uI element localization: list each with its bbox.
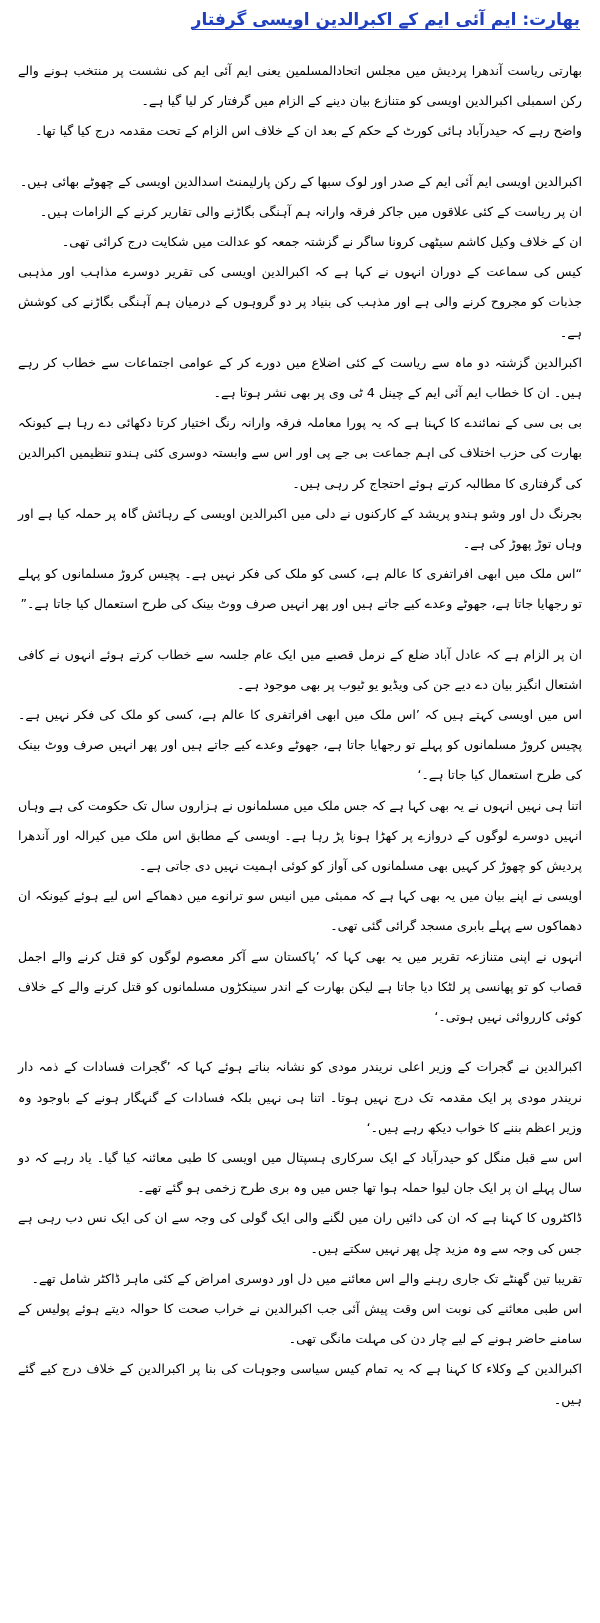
paragraph: ان کے خلاف وکیل کاشم سیٹھی کرونا ساگر نے گزشتہ جمعہ کو عدالت میں شکایت درج کرائی تھی۔ <box>61 234 582 250</box>
paragraph: واضح رہے کہ حیدرآباد ہائی کورٹ کے حکم کے بعد ان کے خلاف اس الزام کے تحت مقدمہ درج کیا گیا تھا۔ <box>35 123 582 139</box>
paragraph-gap <box>18 1032 582 1052</box>
article-body <box>18 56 582 1415</box>
paragraph: کیس کی سماعت کے دوران انہوں نے کہا ہے کہ اکبرالدین اویسی کی تقریر دوسرے مذاہب اور مذہبی جذبات کو مجروح کرنے والی ہے اور مذہب کی بنیاد پر دو گروہوں کے درمیان ہم آہنگی بگاڑنے کی کوشش ہے۔ <box>18 264 582 340</box>
paragraph: بی بی سی کے نمائندے کا کہنا ہے کہ یہ پورا معاملہ فرقہ وارانہ رنگ اختیار کرتا دکھائی دے رہا ہے کیونکہ بھارت کی حزب اختلاف کی اہم جماعت بی جے پی اور اس سے وابستہ دوسری کئی ہندو تنظیمیں اکبرالدین کی گرفتاری کا مطالبہ کرتے ہوئے احتجاج کر رہی ہیں۔ <box>18 415 582 491</box>
paragraph: ان پر ریاست کے کئی علاقوں میں جاکر فرقہ وارانہ ہم آہنگی بگاڑنے والی تقاریر کرنے کے الزامات ہیں۔ <box>39 203 582 219</box>
paragraph: اس میں اویسی کہتے ہیں کہ ’اس ملک میں ابھی افراتفری کا عالم ہے، کسی کو ملک کی فکر نہیں ہے۔ پچیس کروڑ مسلمانوں کو پہلے تو رجھایا جاتا ہے، جھوٹے وعدے کیے جاتے ہیں اور پھر انہیں صرف ووٹ بینک کی طرح استعمال کیا جاتا ہے۔‘ <box>18 707 582 783</box>
paragraph-gap <box>18 620 582 640</box>
paragraph: اکبرالدین اویسی ایم آئی ایم کے صدر اور لوک سبھا کے رکن پارلیمنٹ اسدالدین اویسی کے چھوٹے بھائی ہیں۔ <box>19 173 582 189</box>
paragraph: اتنا ہی نہیں انہوں نے یہ بھی کہا ہے کہ جس ملک میں مسلمانوں نے ہزاروں سال تک حکومت کی ہے وہاں انہیں دوسرے لوگوں کے دروازے پر کھڑا ہونا پڑ رہا ہے۔ اویسی کے مطابق اس ملک میں کیرالہ اور آندھرا پردیش کو چھوڑ کر کہیں بھی مسلمانوں کی آواز کو کوئی اہمیت نہیں دی جاتی ہے۔ <box>18 797 582 874</box>
paragraph: اس طبی معائنے کی نوبت اس وقت پیش آئی جب اکبرالدین نے خراب صحت کا حوالہ دیتے ہوئے پولیس کے سامنے حاضر ہونے کے لیے چار دن کی مہلت مانگی تھی۔ <box>18 1300 582 1347</box>
paragraph: اس سے قبل منگل کو حیدرآباد کے ایک سرکاری ہسپتال میں اویسی کا طبی معائنہ کیا گیا۔ یاد رہے کہ دو سال پہلے ان پر ایک جان لیوا حملہ ہوا تھا جس میں وہ بری طرح زخمی ہو گئے تھے۔ <box>18 1149 582 1196</box>
paragraph: بجرنگ دل اور وشو ہندو پریشد کے کارکنوں نے دلی میں اکبرالدین اویسی کے رہائش گاہ پر حملہ کیا ہے اور وہاں توڑ پھوڑ کی ہے۔ <box>18 505 582 552</box>
paragraph: ان پر الزام ہے کہ عادل آباد ضلع کے نرمل قصبے میں ایک عام جلسہ سے خطاب کرتے ہوئے انہوں نے کافی اشتعال انگیز بیان دے دیے جن کی ویڈیو یو ٹیوب پر بھی موجود ہے۔ <box>18 646 582 692</box>
paragraph: انہوں نے اپنی متنازعہ تقریر میں یہ بھی کہا کہ ’پاکستان سے آکر معصوم لوگوں کو قتل کرنے والے اجمل قصاب کو تو پھانسی پر لٹکا دیا جاتا ہے لیکن بھارت کے اندر سینکڑوں مسلمانوں کو قتل کرنے والے کے خلاف کوئی کارروائی نہیں ہوتی۔‘ <box>18 948 582 1025</box>
paragraph: اکبرالدین نے گجرات کے وزیر اعلی نریندر مودی کو نشانہ بناتے ہوئے کہا کہ ’گجرات فسادات کے ذمہ دار نریندر مودی پر ایک مقدمہ تک درج نہیں ہوتا۔ اتنا ہی نہیں بلکہ فسادات کے گنہگار ہونے کے باوجود وہ وزیر اعظم بننے کا خواب دیکھ رہے ہیں۔‘ <box>18 1059 582 1135</box>
paragraph: اکبرالدین کے وکلاء کا کہنا ہے کہ یہ تمام کیس سیاسی وجوہات کی بنا پر اکبرالدین کے خلاف درج کیے گئے ہیں۔ <box>18 1361 582 1407</box>
paragraph: بھارتی ریاست آندھرا پردیش میں مجلس اتحادالمسلمین یعنی ایم آئی ایم کی نشست پر منتخب ہونے والے رکن اسمبلی اکبرالدین اویسی کو متنازع بیان دینے کے الزام میں گرفتار کر لیا گیا ہے۔ <box>18 63 582 109</box>
paragraph-gap <box>18 147 582 167</box>
paragraph: تقریبا تین گھنٹے تک جاری رہنے والے اس معائنے میں دل اور دوسری امراض کے کئی ماہر ڈاکٹر شامل تھے۔ <box>31 1270 582 1286</box>
paragraph: ڈاکٹروں کا کہنا ہے کہ ان کی دائیں ران میں لگنے والی ایک گولی کی وجہ سے ان کی ایک نس دب رہی ہے جس کی وجہ سے وہ مزید چل پھر نہیں سکتے ہیں۔ <box>18 1210 582 1256</box>
paragraph: اکبرالدین گزشتہ دو ماہ سے ریاست کے کئی اضلاع میں دورے کر کے عوامی اجتماعات سے خطاب کر رہے ہیں۔ ان کا خطاب ایم آئی ایم کے چینل 4 ٹی وی پر بھی نشر ہوتا ہے۔ <box>18 354 582 401</box>
paragraph: اویسی نے اپنے بیان میں یہ بھی کہا ہے کہ ممبئی میں انیس سو ترانوے میں دھماکے اس لیے ہوئے کیونکہ ان دھماکوں سے پہلے بابری مسجد گرائی گئی تھی۔ <box>18 888 582 934</box>
quote-paragraph: “اس ملک میں ابھی افراتفری کا عالم ہے، کسی کو ملک کی فکر نہیں ہے۔ پچیس کروڑ مسلمانوں کو پہلے تو رجھایا جاتا ہے، جھوٹے وعدے کیے جاتے ہیں اور پھر انہیں صرف ووٹ بینک کی طرح استعمال کیا جاتا ہے۔” <box>18 566 582 612</box>
article-headline: بھارت: ایم آئی ایم کے اکبرالدین اویسی گرفتار <box>191 10 580 30</box>
